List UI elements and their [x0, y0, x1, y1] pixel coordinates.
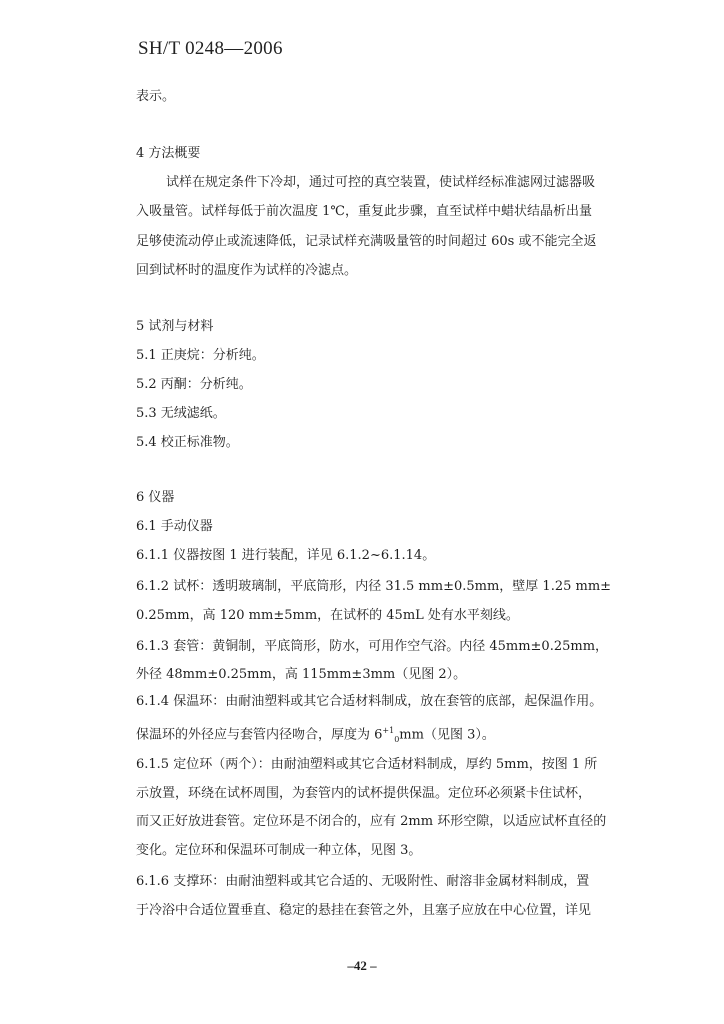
standard-code: SH/T 0248—2006: [138, 38, 283, 59]
clause-6-1-4: 6.1.4 保温环：由耐油塑料或其它合适材料制成，放在套管的底部，起保温作用。: [136, 694, 603, 709]
paragraph-line: 表示。: [136, 89, 176, 104]
thickness-tolerance: +1: [382, 726, 395, 735]
page-number: –42 –: [347, 958, 377, 973]
thickness-line: [136, 722, 648, 749]
clause-6-1-5: 6.1.5 定位环（两个）：由耐油塑料或其它合适材料制成，厚约 5mm，按图 1 所: [136, 757, 598, 772]
clause-6-1-3: 6.1.3 套管：黄铜制，平底筒形，防水，可用作空气浴。内径 45mm±0.25mm，: [136, 639, 609, 654]
section-heading-4: 4 方法概要: [136, 146, 201, 161]
paragraph-line: 变化。定位环和保温环可制成一种立体，见图 3。: [136, 843, 422, 858]
clause-6-1-1: 6.1.1 仪器按图 1 进行装配，详见 6.1.2~6.1.14。: [136, 548, 436, 563]
paragraph-line: 外径 48mm±0.25mm，高 115mm±3mm（见图 2）。: [136, 667, 467, 682]
section-heading-5: 5 试剂与材料: [136, 319, 214, 334]
thickness-lower: 0: [394, 734, 400, 744]
paragraph-line: 于冷浴中合适位置垂直、稳定的悬挂在套管之外，且塞子应放在中心位置，详见: [136, 903, 592, 918]
thickness-tail: mm（见图 3）。: [399, 727, 495, 743]
paragraph-line: 足够使流动停止或流速降低，记录试样充满吸量管的时间超过 60s 或不能完全返: [136, 234, 597, 249]
clause-5-1: 5.1 正庚烷：分析纯。: [136, 348, 265, 363]
clause-5-4: 5.4 校正标准物。: [136, 435, 239, 450]
clause-5-2: 5.2 丙酮：分析纯。: [136, 377, 252, 392]
section-heading-6: 6 仪器: [136, 490, 175, 505]
clause-6-1: 6.1 手动仪器: [136, 519, 213, 534]
clause-6-1-6: 6.1.6 支撑环：由耐油塑料或其它合适的、无吸附性、耐溶非金属材料制成，置: [136, 874, 590, 889]
paragraph-line: 回到试杯时的温度作为试样的冷滤点。: [136, 263, 358, 278]
paragraph-line: 而又正好放进套管。定位环是不闭合的，应有 2mm 环形空隙，以适应试杯直径的: [136, 814, 607, 829]
paragraph-line: 试样在规定条件下冷却，通过可控的真空装置，使试样经标准滤网过滤器吸: [166, 175, 596, 190]
clause-5-3: 5.3 无绒滤纸。: [136, 406, 226, 421]
thickness-text: 保温环的外径应与套管内径吻合，厚度为 6: [136, 727, 383, 743]
paragraph-line: 0.25mm，高 120 mm±5mm，在试杯的 45mL 处有水平刻线。: [136, 608, 519, 623]
paragraph-line: 示放置，环绕在试杯周围，为套管内的试杯提供保温。定位环必须紧卡住试杯，: [136, 786, 592, 801]
paragraph-line: 入吸量管。试样每低于前次温度 1℃，重复此步骤，直至试样中蜡状结晶析出量: [136, 204, 592, 219]
clause-6-1-2: 6.1.2 试杯：透明玻璃制，平底筒形，内径 31.5 mm±0.5mm，壁厚 1.25 mm±: [136, 579, 612, 594]
